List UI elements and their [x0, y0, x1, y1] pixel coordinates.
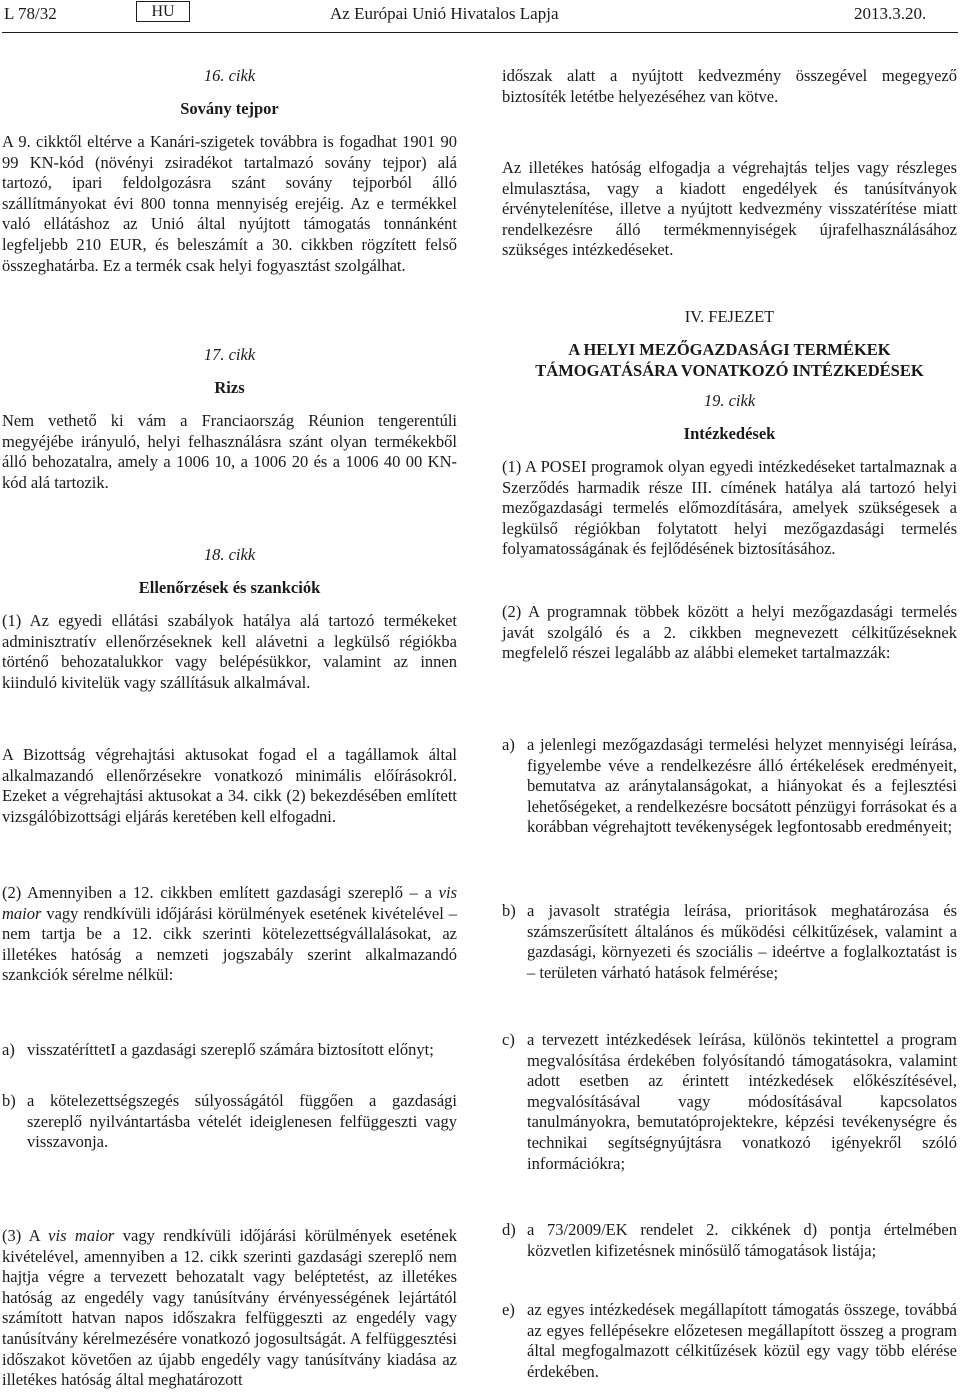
page-number: L 78/32 [4, 4, 57, 23]
right-list-item-a [502, 735, 957, 838]
list-item-label: b) [502, 901, 516, 920]
article-17-paragraph: Nem vethető ki vám a Franciaország Réunion tengerentúli megyéjébe irányuló, helyi felhasználásra szánt olyan termékekből álló behozatalra, amely a 1006 10, a 1006 20 és a 1006 40 00 KN-kód alá tartozik. [2, 411, 457, 492]
publication-date: 2013.3.20. [854, 4, 927, 23]
article-19-title: Intézkedések [683, 424, 776, 443]
article-16-number: 16. cikk [203, 66, 256, 85]
article-18-number: 18. cikk [203, 545, 256, 564]
article-16-title: Sovány tejpor [180, 99, 279, 118]
article-18-paragraph-1: (1) Az egyedi ellátási szabályok hatálya alá tartozó termékeket adminisztratív ellenőrzéseknek kell alávetni a legkülső régiókba történő behozatalukkor vagy belépésükkor, valamint az innen kiinduló kivitelük vagy szállításuk alkalmával. [2, 611, 457, 692]
paragraph-3-text-b: vagy rendkívüli időjárási körülmények esetének kivételével – nem tartja be a 12. cikk szerinti kötelezettségvállalásokat, az illetékes hatóság a nemzeti jogszabály szerint alkalmazandó szankciók sérelme nélkül: [2, 903, 457, 985]
paragraph-4-text-a: (3) A [2, 1226, 49, 1245]
paragraph-3-text-a: (2) Amennyiben a 12. cikkben említett gazdasági szereplő – a [2, 883, 439, 902]
article-16-paragraph: A 9. cikktől eltérve a Kanári-szigetek továbbra is fogadhat 1901 90 99 KN-kód (növényi zsiradékot tartalmazó sovány tejpor) alá tartozó, ipari feldolgozásra szánt sovány tejporból álló szállítmányokat évi 800 tonna mennyiség erejéig. Az e termékkel való ellátáshoz az Unió által nyújtott támogatás tonnánként legfeljebb 210 EUR, és beleszámít a 30. cikkben rögzített felső összeghatárba. Ez a termék csak helyi fogyasztást szolgálhat. [2, 132, 457, 275]
article-18-paragraph-2: A Bizottság végrehajtási aktusokat fogad el a tagállamok által alkalmazandó ellenőrzésekre vonatkozó minimális előírásokról. Ezeket a végrehajtási aktusokat a 34. cikk (2) bekezdésében említett vizsgálóbizottsági eljárás keretében kell elfogadni. [2, 745, 457, 826]
list-item-label: b) [2, 1091, 16, 1110]
article-18-paragraph-3 [2, 883, 457, 986]
language-badge: HU [136, 1, 190, 22]
paragraph-4-vis-maior: vis maior [48, 1226, 115, 1245]
list-item-text: visszatéríttetI a gazdasági szereplő számára biztosított előnyt; [27, 1040, 434, 1059]
list-item-label: a) [502, 735, 515, 754]
list-item-label: c) [502, 1030, 515, 1049]
header-divider [2, 32, 958, 33]
left-list-item-b [2, 1091, 457, 1153]
article-18-paragraph-4 [2, 1226, 457, 1391]
chapter-title: A HELYI MEZŐGAZDASÁGI TERMÉKEK TÁMOGATÁSÁRA VONATKOZÓ INTÉZKEDÉSEK [535, 340, 924, 380]
article-19-number: 19. cikk [703, 391, 756, 410]
right-list-item-d [502, 1220, 957, 1261]
list-item-label: d) [502, 1220, 516, 1239]
article-19-paragraph-2: (2) A programnak többek között a helyi mezőgazdasági termelés javát szolgáló és a 2. cikkben megnevezett célkitűzéseknek megfelelő részei legalább az alábbi elemeket tartalmazzák: [502, 602, 957, 663]
article-17-title: Rizs [214, 378, 245, 397]
authority-paragraph: Az illetékes hatóság elfogadja a végrehajtás teljes vagy részleges elmulasztása, vagy a kiadott engedélyek és tanúsítványok érvénytelenítése, illetve a nyújtott kedvezmény visszatérítése miatt rendelkezésre álló termékmennyiségek újrafelhasználásához szükséges intézkedéseket. [502, 158, 957, 260]
list-item-text: az egyes intézkedések megállapított támogatás összege, továbbá az egyes fellépésekre előzetesen megállapított összeg a program által megfogalmazott célkitűzések közül egy vagy több elérése érdekében. [527, 1300, 957, 1381]
article-17-number: 17. cikk [203, 345, 256, 364]
article-18-title: Ellenőrzések és szankciók [138, 578, 321, 597]
article-19-paragraph-1: (1) A POSEI programok olyan egyedi intézkedéseket tartalmaznak a Szerződés harmadik része III. címének hatálya alá tartozó helyi mezőgazdasági termelés előmozdítására, amelyek szükségesek a legkülső régiókban folytatott helyi mezőgazdasági termelés folyamatosságának és fejlődésének biztosításához. [502, 457, 957, 559]
left-list-item-a [2, 1040, 457, 1061]
paragraph-4-text-b: vagy rendkívüli időjárási körülmények esetének kivételével, amennyiben a 12. cikk szerinti gazdasági szereplő nem hajtja végre a tervezett behozatalt vagy beléptetést, az illetékes hatóság az engedély vagy tanúsítvány érvényességének lejártától számított hatvan napos időszakra felfüggeszti az engedély vagy tanúsítvány kérelmezésére vonatkozó jogosultságát. A felfüggesztési időszakot követően az újabb engedély vagy tanúsítvány kiadása az illetékes hatóság által meghatározott [2, 1226, 457, 1390]
continued-paragraph: időszak alatt a nyújtott kedvezmény összegével megegyező biztosíték letétbe helyezéséhez van kötve. [502, 66, 957, 106]
chapter-number: IV. FEJEZET [684, 307, 775, 326]
page-header [0, 0, 960, 34]
list-item-label: e) [502, 1300, 515, 1319]
list-item-text: a 73/2009/EK rendelet 2. cikkének d) pontja értelmében közvetlen kifizetésnek minősülő támogatások listája; [527, 1220, 957, 1260]
journal-title: Az Európai Unió Hivatalos Lapja [330, 4, 559, 23]
right-list-item-c [502, 1030, 957, 1174]
list-item-text: a tervezett intézkedések leírása, különös tekintettel a program megvalósítása érdekében folyósítandó támogatásokra, valamint adott esetben az érintett intézkedések előkészítésével, megvalósításával vagy módosításával kapcsolatos tanulmányokra, bemutatóprojektekre, képzési tevékenységre és technikai segítségnyújtásra vonatkozó igényekről szóló információkra; [527, 1030, 957, 1173]
paragraph-3-vis-maior: vis maior [2, 883, 457, 923]
right-list-item-b [502, 901, 957, 983]
list-item-text: a jelenlegi mezőgazdasági termelési helyzet mennyiségi leírása, figyelembe véve a rendelkezésre álló értékelések eredményeit, bemutatva az aránytalanságokat, a hiányokat és a fejlesztési lehetőségeket, a rendelkezésre bocsátott pénzügyi forrásokat és a korábban végrehajtott tevékenységek legfontosabb eredményeit; [527, 735, 957, 837]
right-list-item-e [502, 1300, 957, 1382]
list-item-text: a javasolt stratégia leírása, prioritások meghatározása és számszerűsített általános és működési célkitűzések, valamint a gazdasági, környezeti és szociális – ideértve a foglalkoztatást is – területen várható hatások felmérése; [527, 901, 957, 982]
list-item-label: a) [2, 1040, 15, 1059]
list-item-text: a kötelezettségszegés súlyosságától függően a gazdasági szereplő nyilvántartásba vételét ideiglenesen felfüggeszti vagy visszavonja. [27, 1091, 457, 1152]
